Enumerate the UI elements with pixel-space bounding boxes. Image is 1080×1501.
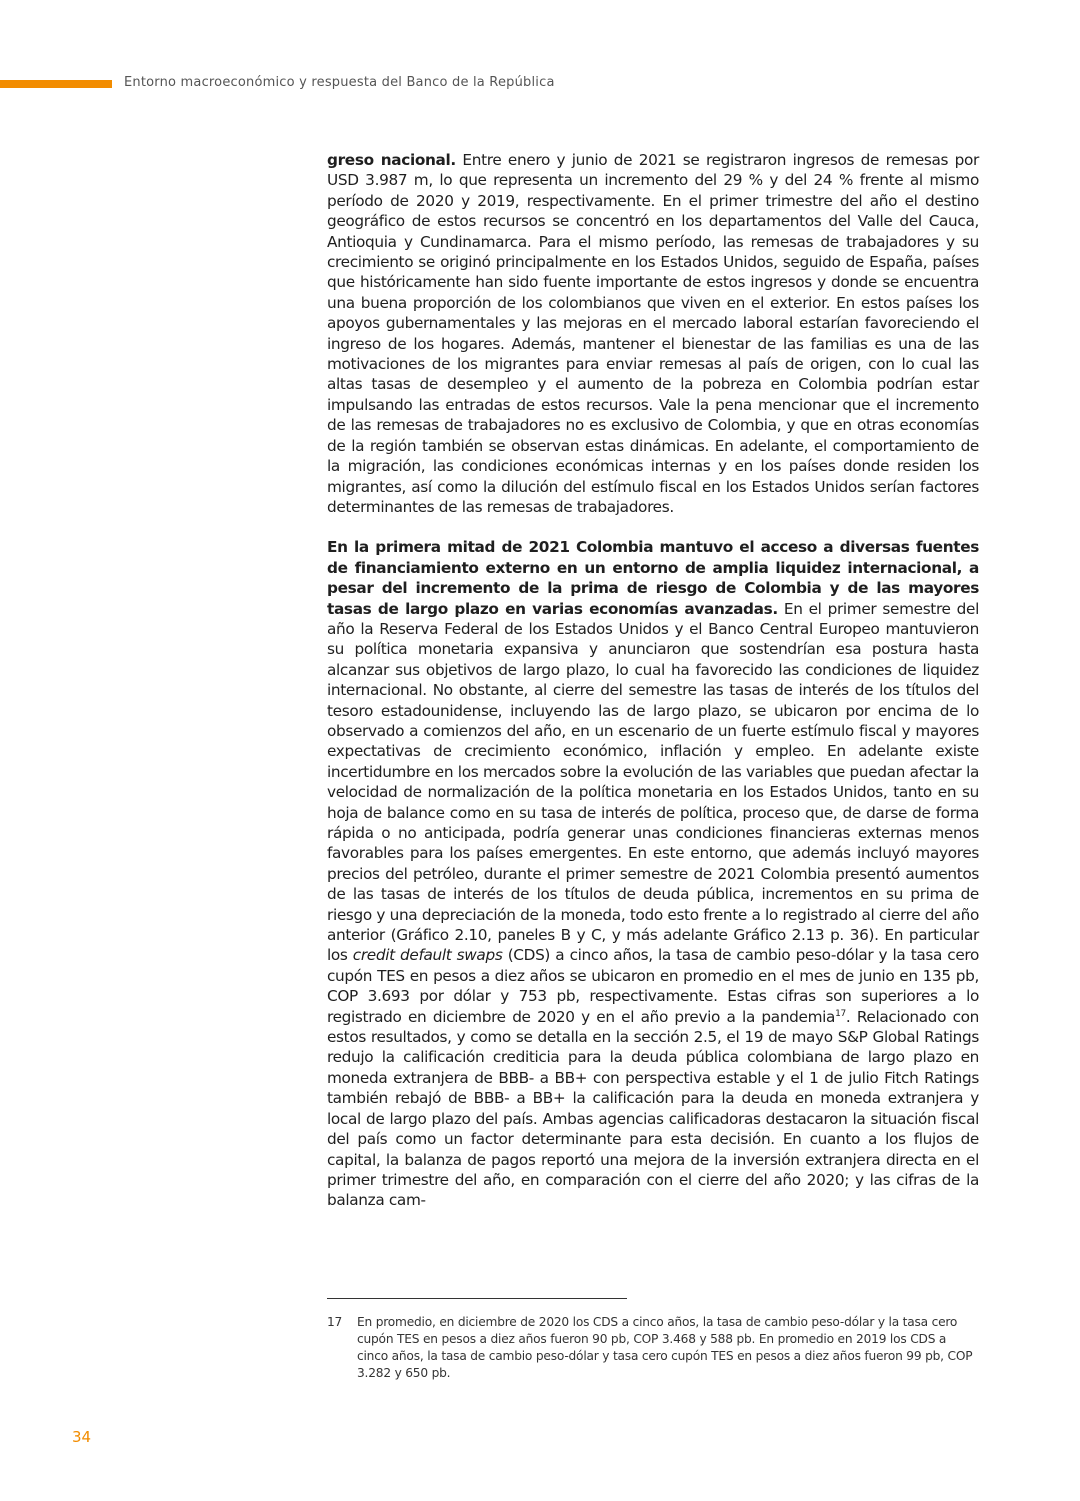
footnote-reference[interactable]: 17: [835, 1008, 846, 1019]
paragraph-body-text: En el primer semestre del año la Reserva Federal de los Estados Unidos y el Banco Central Europeo mantuvieron su política monetaria expansiva y anunciaron que sostendrían esa postura hasta alcanzar sus objetivos de largo plazo, lo cual ha favorecido las condiciones de liquidez internacional. No obstante, al cierre del semestre las tasas de interés de los títulos del tesoro estadounidense, incluyendo las de largo plazo, se ubicaron por encima de lo observado a comienzos del año, en un escenario de un fuerte estímulo fiscal y mayores expectativas de crecimiento económico, inflación y empleo. En adelante existe incertidumbre en los mercados sobre la evolución de las variables que puedan afectar la velocidad de normalización de la política monetaria en los Estados Unidos, tanto en su hoja de balance como en su tasa de interés de política, proceso que, de darse de forma rápida o no anticipada, podría generar unas condiciones financieras externas menos favorables para los países emergentes. En este entorno, que además incluyó mayores precios del petróleo, durante el primer semestre de 2021 Colombia presentó aumentos de las tasas de interés de los títulos de deuda pública, incrementos en su prima de riesgo y una depreciación de la moneda, todo esto frente a lo registrado al cierre del año anterior (Gráfico 2.10, paneles B y C, y más adelante Gráfico 2.13 p. 36). En particular los: [327, 599, 980, 965]
footnote-number: 17: [327, 1315, 343, 1329]
paragraph-lead-bold: greso nacional.: [327, 151, 456, 169]
paragraph-lead-bold: En la primera mitad de 2021 Colombia mantuvo el acceso a diversas fuentes de financiamiento externo en un entorno de amplia liquidez internacional, a pesar del incremento de la prima de riesgo de Colombia y de las mayores tasas de largo plazo en varias economías avanzadas.: [327, 538, 979, 618]
footnote: [327, 1314, 979, 1382]
footnote-text: En promedio, en diciembre de 2020 los CDS a cinco años, la tasa de cambio peso-dólar y la tasa cero cupón TES en pesos a diez años fueron 90 pb, COP 3.468 y 588 pb. En promedio en 2019 los CDS a cinco años, la tasa de cambio peso-dólar y tasa cero cupón TES en pesos a diez años fueron 99 pb, COP 3.282 y 650 pb.: [357, 1315, 973, 1380]
running-header: Entorno macroeconómico y respuesta del Banco de la República: [124, 75, 555, 90]
paragraph-body-text: . Relacionado con estos resultados, y como se detalla en la sección 2.5, el 19 de mayo S&P Global Ratings redujo la calificación crediticia para la deuda pública colombiana de largo plazo en moneda extranjera de BBB- a BB+ con perspectiva estable y el 1 de julio Fitch Ratings también rebajó de BBB- a BB+ la calificación para la deuda en moneda extranjera y local de largo plazo del país. Ambas agencias calificadoras destacaron la situación fiscal del país como un factor determinante para esta decisión. En cuanto a los flujos de capital, la balanza de pagos reportó una mejora de la inversión extranjera directa en el primer trimestre del año, en comparación con el cierre del año 2020; y las cifras de la balanza cam-: [327, 1007, 979, 1210]
header-accent-bar: [0, 80, 112, 88]
paragraph-body-text: Entre enero y junio de 2021 se registraron ingresos de remesas por USD 3.987 m, lo que representa un incremento del 29 % y del 24 % frente al mismo período de 2020 y 2019, respectivamente. En el primer trimestre del año el destino geográfico de estos recursos se concentró en los departamentos del Valle del Cauca, Antioquia y Cundinamarca. Para el mismo período, las remesas de trabajadores y su crecimiento se originó principalmente en los Estados Unidos, seguido de España, países que históricamente han sido fuente importante de estos ingresos y donde se encuentra una buena proporción de los colombianos que viven en el exterior. En estos países los apoyos gubernamentales y las mejoras en el mercado laboral estarían favoreciendo el ingreso de los hogares. Además, mantener el bienestar de las familias es una de las motivaciones de los migrantes para enviar remesas al país de origen, con lo cual las altas tasas de desempleo y el aumento de la pobreza en Colombia podrían estar impulsando las entradas de estos recursos. Vale la pena mencionar que el incremento de las remesas de trabajadores no es exclusivo de Colombia, y que en otras economías de la región también se observan estas dinámicas. En adelante, el comportamiento de la migración, las condiciones económicas internas y en los países donde residen los migrantes, así como la dilución del estímulo fiscal en los Estados Unidos serían factores determinantes de las remesas de trabajadores.: [327, 151, 979, 516]
paragraph-body-text: (CDS) a cinco años, la tasa de cambio peso-dólar y la tasa cero cupón TES en pesos a diez años se ubicaron en promedio en el mes de junio en 135 pb, COP 3.693 por dólar y 753 pb, respectivamente. Estas cifras son superiores a lo registrado en diciembre de 2020 y en el año previo a la pandemia: [327, 946, 979, 1026]
main-text: [327, 150, 979, 1211]
paragraph-financiamiento: [327, 537, 979, 1210]
paragraph-remesas: [327, 150, 979, 517]
page-number: 34: [72, 1428, 92, 1446]
italic-term: credit default swaps: [352, 946, 503, 965]
footnote-divider: [327, 1298, 627, 1299]
